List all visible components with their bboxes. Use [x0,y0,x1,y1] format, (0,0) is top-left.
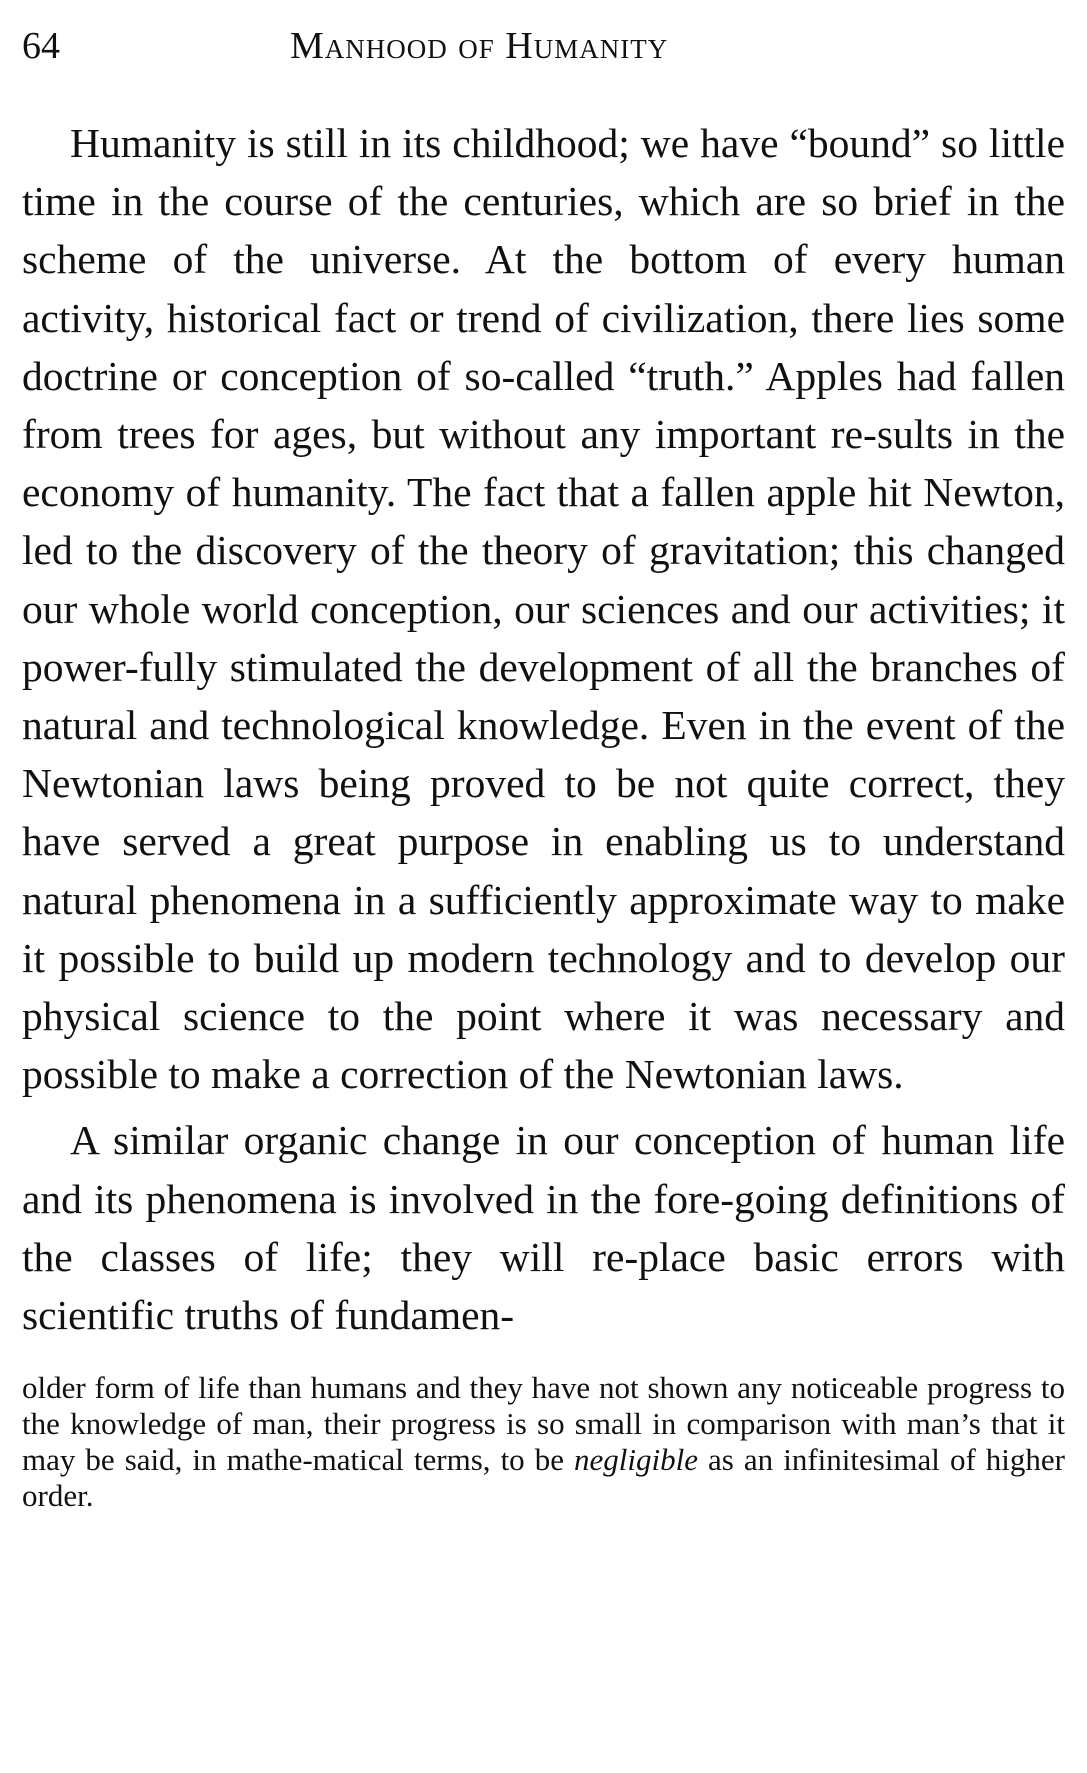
paragraph-2: A similar organic change in our conception of human life and its phenomena is involved in the fore-going definitions of the classes of life; they will re-place basic errors with scientific truths of fundamen- [22,1117,1065,1339]
page-number: 64 [22,25,60,67]
footnote [22,1370,1065,1514]
book-page [22,18,1065,1514]
footnote-text-before: older form of life than humans and they have not shown any noticeable progress to the knowledge of man, their progress is so small in comparison with man’s that it may be said, in mathe-matical terms, to be [22,1370,1065,1478]
footnote-emphasis: negligible [574,1442,699,1478]
running-title: Manhood of Humanity [290,25,669,67]
running-head [22,18,1065,74]
footnote-text-after: as an infinitesimal of higher order. [22,1442,1065,1514]
paragraph-1: Humanity is still in its childhood; we have “bound” so little time in the course of the centuries, which are so brief in the scheme of the universe. At the bottom of every human activity, historical fact or trend of civilization, there lies some doctrine or conception of so-called “truth.” Apples had fallen from trees for ages, but without any important re-sults in the economy of humanity. The fact that a fallen apple hit Newton, led to the discovery of the theory of gravitation; this changed our whole world conception, our sciences and our activities; it power-fully stimulated the development of all the branches of natural and technological knowledge. Even in the event of the Newtonian laws being proved to be not quite correct, they have served a great purpose in enabling us to understand natural phenomena in a sufficiently approximate way to make it possible to build up modern technology and to develop our physical science to the point where it was necessary and possible to make a correction of the Newtonian laws. [22,120,1065,1098]
body-text [22,114,1065,1344]
